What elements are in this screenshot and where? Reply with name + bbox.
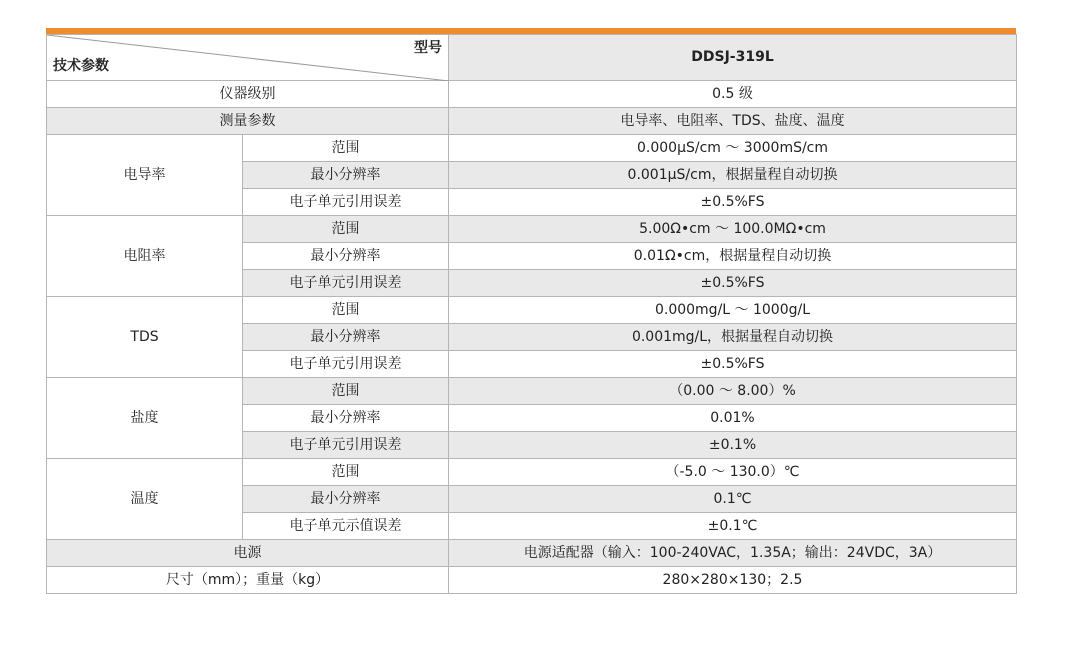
table-row — [47, 459, 1017, 486]
item-value: ±0.1℃ — [449, 513, 1017, 540]
item-label: 电子单元引用误差 — [243, 189, 449, 216]
item-label: 最小分辨率 — [243, 243, 449, 270]
table-row — [47, 108, 1017, 135]
item-label: 电子单元示值误差 — [243, 513, 449, 540]
item-label: 范围 — [243, 378, 449, 405]
item-label: 最小分辨率 — [243, 486, 449, 513]
table-row — [47, 378, 1017, 405]
row-label: 测量参数 — [47, 108, 449, 135]
model-name: DDSJ-319L — [449, 35, 1017, 81]
table-row — [47, 81, 1017, 108]
spec-sheet — [46, 28, 1016, 594]
item-value: 0.000mg/L ～ 1000g/L — [449, 297, 1017, 324]
item-value: ±0.5%FS — [449, 351, 1017, 378]
table-row — [47, 567, 1017, 594]
item-value: ±0.1% — [449, 432, 1017, 459]
item-value: 0.1℃ — [449, 486, 1017, 513]
row-value: 电导率、电阻率、TDS、盐度、温度 — [449, 108, 1017, 135]
row-value: 电源适配器（输入：100-240VAC，1.35A；输出：24VDC，3A） — [449, 540, 1017, 567]
item-label: 范围 — [243, 135, 449, 162]
row-label: 尺寸（mm）；重量（kg） — [47, 567, 449, 594]
item-value: 0.001mg/L，根据量程自动切换 — [449, 324, 1017, 351]
header-params-label: 技术参数 — [53, 58, 109, 75]
item-label: 电子单元引用误差 — [243, 351, 449, 378]
item-value: （-5.0 ～ 130.0）℃ — [449, 459, 1017, 486]
item-label: 最小分辨率 — [243, 162, 449, 189]
row-label: 电源 — [47, 540, 449, 567]
spec-table — [46, 34, 1017, 594]
item-value: 5.00Ω•cm ～ 100.0MΩ•cm — [449, 216, 1017, 243]
item-label: 范围 — [243, 297, 449, 324]
table-row — [47, 540, 1017, 567]
table-header-row — [47, 35, 1017, 81]
item-label: 范围 — [243, 216, 449, 243]
item-label: 范围 — [243, 459, 449, 486]
group-name: 盐度 — [47, 378, 243, 459]
item-value: 0.001μS/cm，根据量程自动切换 — [449, 162, 1017, 189]
row-value: 280×280×130；2.5 — [449, 567, 1017, 594]
table-row — [47, 135, 1017, 162]
row-label: 仪器级别 — [47, 81, 449, 108]
item-value: 0.000μS/cm ～ 3000mS/cm — [449, 135, 1017, 162]
item-label: 电子单元引用误差 — [243, 270, 449, 297]
item-label: 最小分辨率 — [243, 324, 449, 351]
item-value: ±0.5%FS — [449, 270, 1017, 297]
group-name: 温度 — [47, 459, 243, 540]
table-row — [47, 216, 1017, 243]
item-label: 最小分辨率 — [243, 405, 449, 432]
item-label: 电子单元引用误差 — [243, 432, 449, 459]
group-name: 电阻率 — [47, 216, 243, 297]
item-value: ±0.5%FS — [449, 189, 1017, 216]
group-name: 电导率 — [47, 135, 243, 216]
header-corner-cell — [47, 35, 449, 81]
group-name: TDS — [47, 297, 243, 378]
header-model-label: 型号 — [414, 40, 442, 56]
table-row — [47, 297, 1017, 324]
item-value: （0.00 ～ 8.00）% — [449, 378, 1017, 405]
item-value: 0.01% — [449, 405, 1017, 432]
row-value: 0.5 级 — [449, 81, 1017, 108]
item-value: 0.01Ω•cm，根据量程自动切换 — [449, 243, 1017, 270]
